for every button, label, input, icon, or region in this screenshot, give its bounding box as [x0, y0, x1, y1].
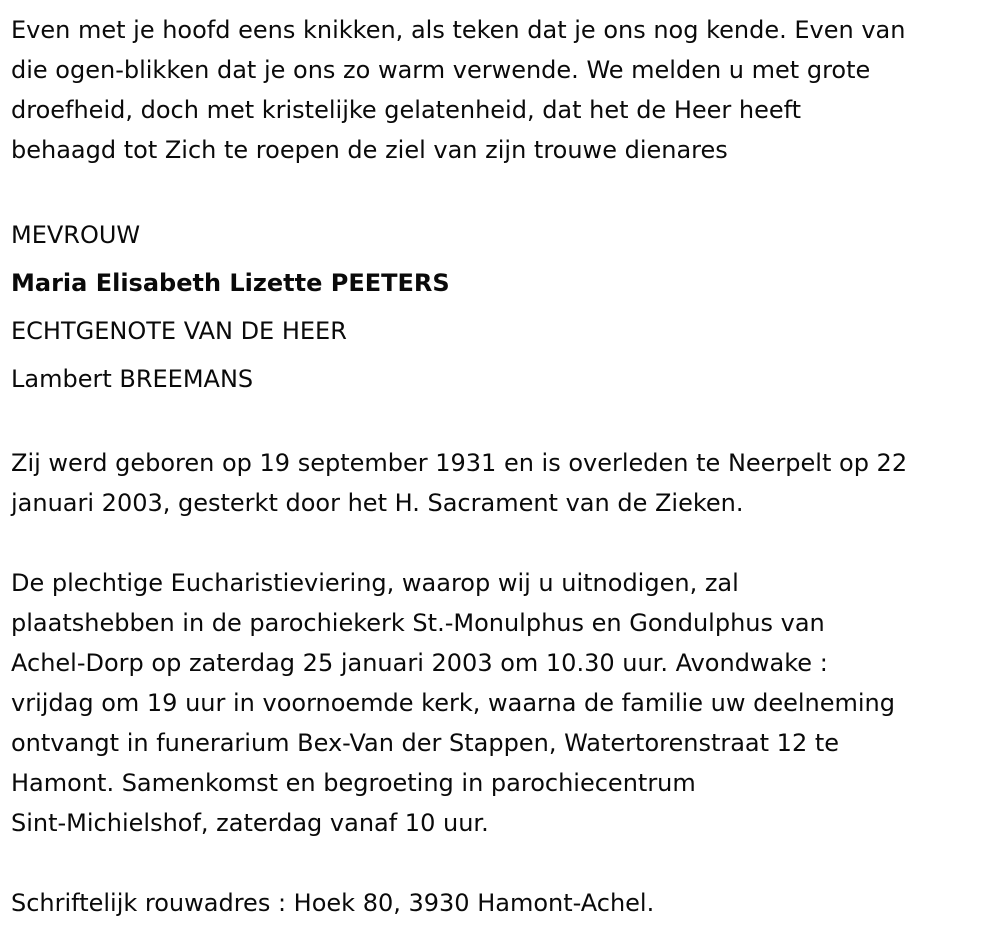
spacer — [11, 843, 1000, 883]
intro-paragraph: Even met je hoofd eens knikken, als teken dat je ons nog kende. Even van die ogen-blikken dat je ons zo warm verwende. We melden u met grote droefheid, doch met kristelijke gelatenheid, dat het de Heer heeft behaagd tot Zich te roepen de ziel van zijn trouwe dienares — [11, 16, 906, 164]
birth-death-paragraph: Zij werd geboren op 19 september 1931 en is overleden te Neerpelt op 22 januari 2003, gesterkt door het H. Sacrament van de Zieken. — [11, 449, 908, 517]
deceased-name: Maria Elisabeth Lizette PEETERS — [11, 269, 450, 297]
ceremony-paragraph: De plechtige Eucharistieviering, waarop wij u uitnodigen, zal plaatshebben in de parochiekerk St.-Monulphus en Gondulphus van Achel-Dorp op zaterdag 25 januari 2003 om 10.30 uur. Avondwake : vrijdag om 19 uur in voornoemde kerk, waarna de familie uw deelneming ontvangt in funerarium Bex-Van der Stappen, Watertorenstraat 12 te Hamont. Samenkomst en begroeting in parochiecentrum Sint-Michielshof, zaterdag vanaf 10 uur. — [11, 569, 895, 837]
spouse-name: Lambert BREEMANS — [11, 365, 254, 393]
title-mevrouw: MEVROUW — [11, 221, 141, 249]
spacer — [11, 403, 1000, 443]
spacer — [11, 170, 1000, 210]
spacer — [11, 523, 1000, 563]
relation-line: ECHTGENOTE VAN DE HEER — [11, 317, 347, 345]
address-paragraph: Schriftelijk rouwadres : Hoek 80, 3930 Hamont-Achel. — [11, 889, 655, 917]
